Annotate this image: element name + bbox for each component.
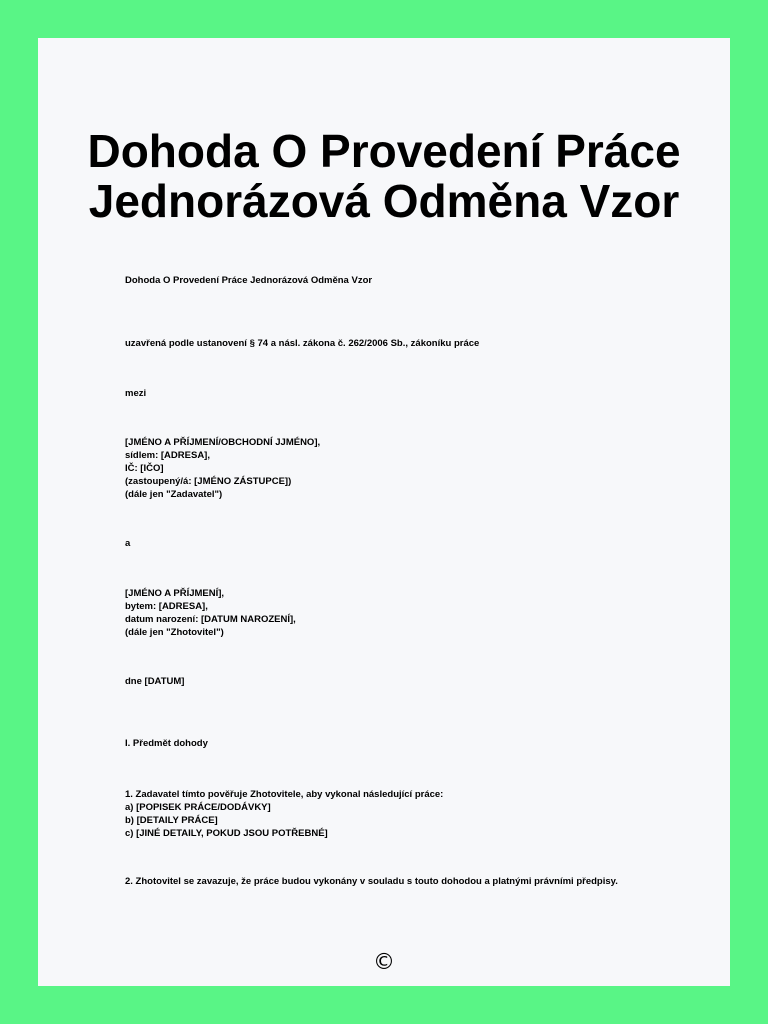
party1-representative: (zastoupený/á: [JMÉNO ZÁSTUPCE]): [125, 476, 292, 487]
party2-block: [125, 587, 645, 639]
clause1-item-a: a) [POPISEK PRÁCE/DODÁVKY]: [125, 802, 271, 813]
party1-name: [JMÉNO A PŘÍJMENÍ/OBCHODNÍ JJMÉNO],: [125, 437, 321, 448]
clause1-intro: 1. Zadavatel tímto pověřuje Zhotovitele, aby vykonal následující práce:: [125, 789, 444, 800]
copyright-icon: ©: [373, 950, 395, 975]
party2-address: bytem: [ADRESA],: [125, 601, 208, 612]
party2-name: [JMÉNO A PŘÍJMENÍ],: [125, 588, 225, 599]
agreement-date: dne [DATUM]: [125, 676, 185, 687]
party2-alias: (dále jen "Zhotovitel"): [125, 627, 224, 638]
clause2: [125, 875, 625, 888]
party1-alias: (dále jen "Zadavatel"): [125, 489, 223, 500]
clause1-block: [125, 788, 645, 840]
between-label: mezi: [125, 388, 147, 399]
document-title: [38, 126, 730, 226]
document-page: [38, 38, 730, 986]
document-heading: Dohoda O Provedení Práce Jednorázová Odměna Vzor: [125, 275, 373, 286]
party1-ico: IČ: [IČO]: [125, 463, 164, 474]
party1-block: [125, 436, 645, 501]
clause2-text: 2. Zhotovitel se zavazuje, že práce budou vykonány v souladu s touto dohodou a platnými právními předpisy.: [125, 876, 618, 887]
party2-birthdate: datum narození: [DATUM NAROZENÍ],: [125, 614, 296, 625]
party1-address: sídlem: [ADRESA],: [125, 450, 210, 461]
and-label: a: [125, 538, 131, 549]
title-line-2: Jednorázová Odměna Vzor: [88, 175, 680, 227]
clause1-item-c: c) [JINÉ DETAILY, POKUD JSOU POTŘEBNÉ]: [125, 828, 328, 839]
legal-basis: uzavřená podle ustanovení § 74 a násl. zákona č. 262/2006 Sb., zákoníku práce: [125, 338, 480, 349]
title-line-1: Dohoda O Provedení Práce: [87, 125, 681, 177]
clause1-item-b: b) [DETAILY PRÁCE]: [125, 815, 218, 826]
section1-heading: I. Předmět dohody: [125, 738, 208, 749]
